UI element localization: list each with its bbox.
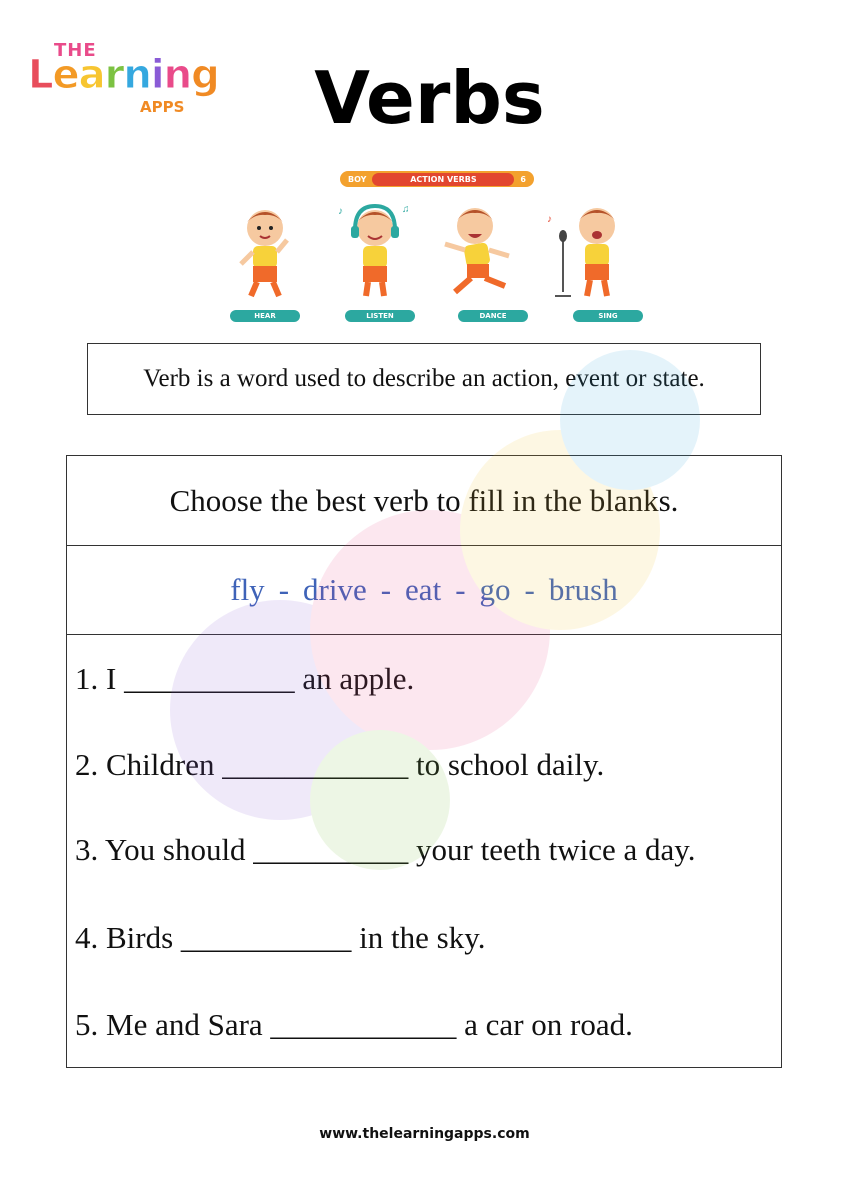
- logo-letter: n: [163, 52, 192, 98]
- logo-letter: i: [150, 52, 164, 98]
- logo-letter: n: [123, 52, 151, 98]
- word-separator: -: [455, 572, 466, 607]
- logo-letter: e: [52, 52, 79, 98]
- word-bank-item: go: [479, 572, 511, 607]
- svg-text:♪: ♪: [338, 206, 343, 217]
- boy-hear-figure: [225, 200, 315, 300]
- action-verbs-banner: [340, 171, 534, 187]
- page-title: Verbs: [314, 56, 545, 140]
- label-hear: HEAR: [230, 310, 300, 322]
- logo-letter: r: [104, 52, 124, 98]
- definition-text: Verb is a word used to describe an action, event or state.: [143, 365, 705, 392]
- boy-dance-figure: [435, 200, 525, 300]
- sentence-1: 1. I ___________ an apple.: [75, 661, 415, 696]
- sentence-3: 3. You should __________ your teeth twice a day.: [75, 832, 696, 867]
- exercise-table: [66, 455, 782, 1068]
- svg-text:♫: ♫: [402, 204, 410, 215]
- word-separator: -: [380, 572, 392, 607]
- label-dance: DANCE: [458, 310, 528, 322]
- label-sing: SING: [573, 310, 643, 322]
- sentence-2: 2. Children ____________ to school daily.: [75, 747, 605, 782]
- footer-url: www.thelearningapps.com: [319, 1126, 530, 1142]
- sentence-4: 4. Birds ___________ in the sky.: [75, 920, 486, 955]
- word-bank-item: drive: [303, 572, 367, 607]
- svg-text:♪: ♪: [547, 214, 552, 225]
- word-bank-item: brush: [548, 572, 618, 607]
- logo-letter: a: [78, 52, 105, 98]
- logo-the-text: THE: [54, 40, 97, 61]
- instruction-row: [67, 456, 781, 546]
- word-bank-row: [67, 546, 781, 635]
- logo-apps-text: APPS: [140, 98, 185, 116]
- label-listen: LISTEN: [345, 310, 415, 322]
- instruction-text: Choose the best verb to fill in the blanks.: [169, 482, 679, 518]
- definition-box: [87, 343, 761, 415]
- sentence-5: 5. Me and Sara ____________ a car on road.: [75, 1007, 633, 1042]
- word-separator: -: [524, 572, 535, 607]
- logo-letter: L: [28, 52, 53, 98]
- boys-illustration: [220, 200, 640, 325]
- word-separator: -: [278, 572, 290, 607]
- banner-left: BOY: [348, 174, 367, 184]
- logo-letter: g: [191, 52, 219, 98]
- word-bank-item: fly: [230, 572, 265, 607]
- banner-mid: ACTION VERBS: [372, 173, 514, 186]
- word-bank-item: eat: [405, 572, 442, 607]
- boy-sing-figure: [545, 200, 635, 300]
- banner-right: 6: [520, 174, 526, 184]
- boy-listen-figure: [330, 200, 420, 300]
